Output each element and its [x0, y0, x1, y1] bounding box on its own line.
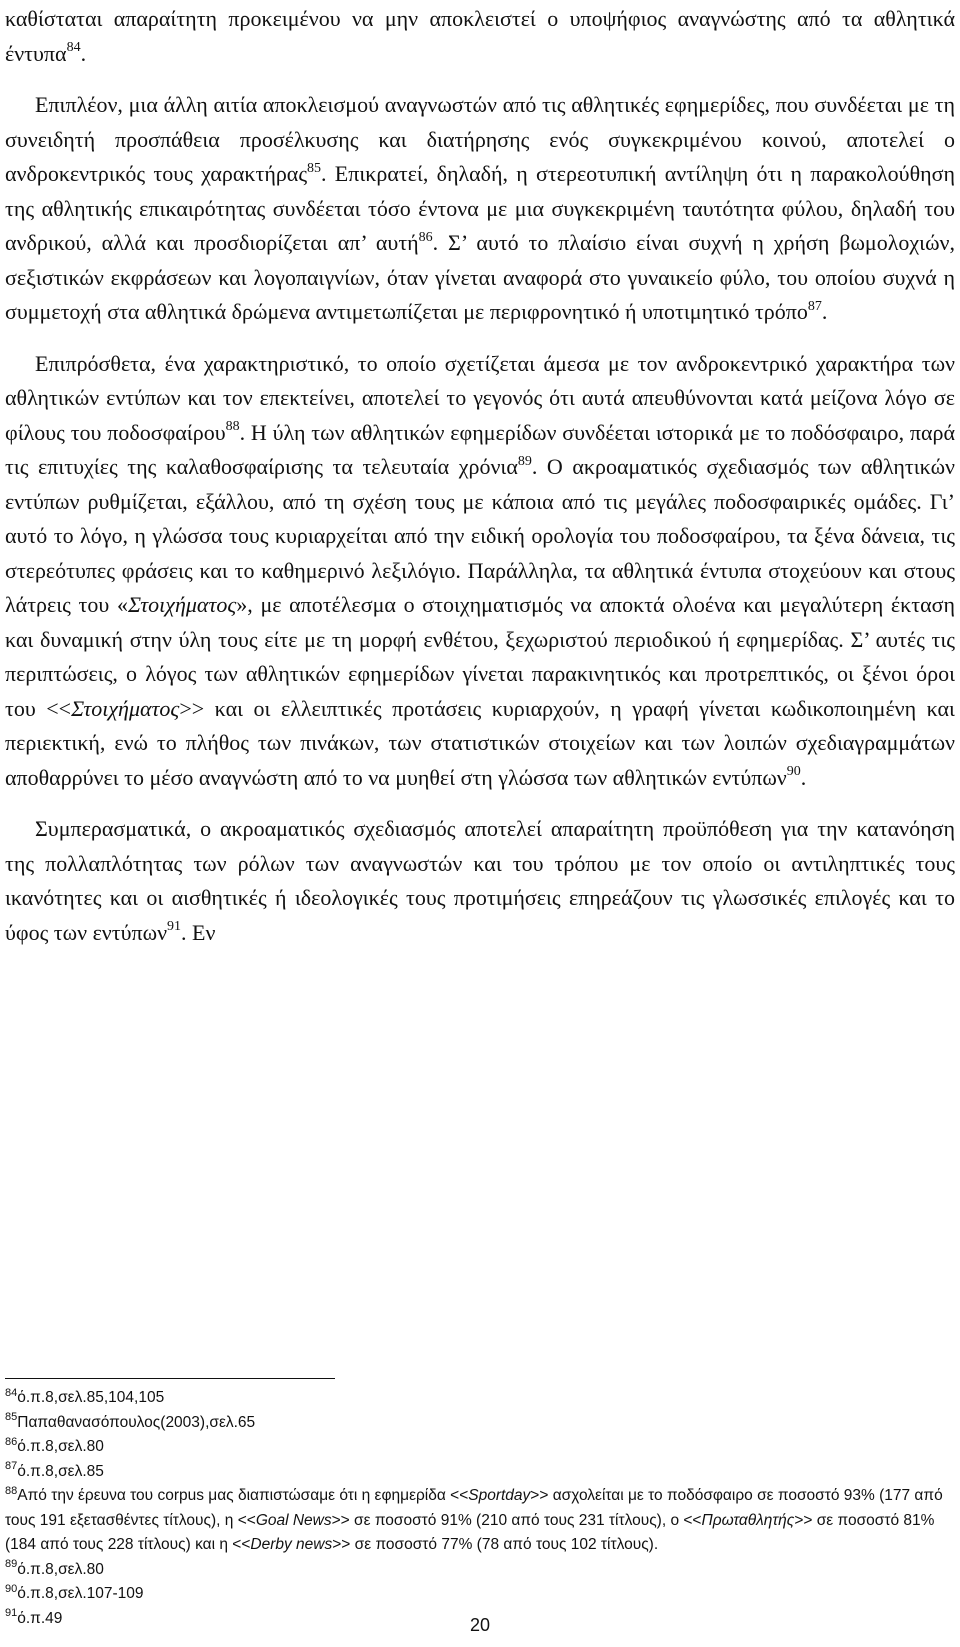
- footnote-number: 85: [5, 1411, 18, 1424]
- footnote-ref-90[interactable]: 90: [786, 764, 801, 780]
- footnote-90: [5, 1582, 957, 1607]
- footnote-89: [5, 1558, 957, 1583]
- footnote-87: [5, 1460, 957, 1485]
- footnote-ref-88[interactable]: 88: [225, 419, 240, 435]
- text-run: .: [800, 764, 807, 790]
- paragraph-3: [5, 347, 955, 796]
- footnote-number: 90: [5, 1582, 18, 1595]
- text-run: .: [80, 40, 87, 66]
- footnote-number: 86: [5, 1435, 18, 1448]
- body-text: [5, 2, 955, 950]
- footnote-text: ό.π.8,σελ.85: [17, 1462, 104, 1480]
- footnote-ref-85[interactable]: 85: [307, 160, 322, 176]
- footnote-number: 87: [5, 1460, 18, 1473]
- text-run: . Εν: [181, 919, 216, 945]
- footnote-ref-89[interactable]: 89: [517, 453, 532, 469]
- paragraph-2: [5, 88, 955, 330]
- text-run: », με αποτέλεσμα ο στοιχηματισμός να αποκτά ολοένα και μεγαλύτερη έκταση και δυναμική στην ύλη τους είτε με τη μορφή ενθέτου, ξεχωριστού περιοδικού ή εφημερίδας. Σ’ αυτές τις περιπτώσεις, ο λόγος των αθλητικών εφημερίδων γίνεται παρακινητικός και προτρεπτικός, οι ξένοι όροι του <<: [5, 592, 955, 721]
- text-run: . Σ’ αυτό το πλαίσιο είναι συχνή η χρήση βωμολοχιών, σεξιστικών εκφράσεων και λογοπαιγνίων, όταν γίνεται αναφορά στο γυναικείο φύλο, του οποίου συχνά η συμμετοχή στα αθλητικά δρώμενα αντιμετωπίζεται με περιφρονητικό ή υποτιμητικό τρόπο: [5, 230, 955, 324]
- text-run: καθίσταται απαραίτητη προκειμένου να μην αποκλειστεί ο υποψήφιος αναγνώστης από τα αθλητικά έντυπα: [5, 6, 955, 66]
- footnote-text: >> σε ποσοστό 91% (210 από τους 231 τίτλους), ο <<: [331, 1511, 702, 1529]
- footnote-85: [5, 1411, 957, 1436]
- newspaper-name: Derby news: [250, 1536, 333, 1553]
- newspaper-name: Goal News: [255, 1511, 332, 1529]
- footnote-text: ό.π.49: [17, 1609, 63, 1627]
- footnote-84: [5, 1386, 957, 1411]
- text-run: . Ο ακροαματικός σχεδιασμός των αθλητικών εντύπων ρυθμίζεται, εξάλλου, από τη σχέση τους με κάποια από τις μεγάλες ποδοσφαιρικές ομάδες. Γι’ αυτό το λόγο, η γλώσσα τους κυριαρχείται από την ειδική ορολογία του ποδοσφαίρου, τα ξένα δάνεια, τις στερεότυπες φράσεις και το καθημερινό λεξιλόγιο. Παράλληλα, τα αθλητικά έντυπα στοχεύουν και στους λάτρεις του «: [5, 454, 955, 617]
- text-run: Συμπερασματικά, ο ακροαματικός σχεδιασμός αποτελεί απαραίτητη προϋπόθεση για την κατανόηση της πολλαπλότητας των ρόλων των αναγνωστών και του τρόπου με τον οποίο οι αντιληπτικές τους ικανότητες και οι αισθητικές ή ιδεολογικές τους προτιμήσεις επηρεάζουν τις γλωσσικές επιλογές και το ύφος των εντύπων: [5, 816, 955, 945]
- text-run: Επιπρόσθετα, ένα χαρακτηριστικό, το οποίο σχετίζεται άμεσα με τον ανδροκεντρικό χαρακτήρα των αθλητικών εντύπων και τον επεκτείνει, αποτελεί το γεγονός ότι αυτά απευθύνονται κατά μείζονα λόγο σε φίλους του ποδοσφαίρου: [5, 350, 955, 445]
- footnote-number: 88: [5, 1484, 18, 1497]
- footnote-number: 91: [5, 1607, 18, 1620]
- footnote-text: ό.π.8,σελ.80: [17, 1438, 104, 1455]
- footnote-text: Παπαθανασόπουλος(2003),σελ.65: [17, 1413, 256, 1431]
- footnotes: [5, 1386, 957, 1631]
- text-run: . Η ύλη των αθλητικών εφημερίδων συνδέεται ιστορικά με το ποδόσφαιρο, παρά τις επιτυχίες της καλαθοσφαίρισης τα τελευταία χρόνια: [5, 419, 956, 479]
- footnote-separator: [5, 1378, 335, 1379]
- page-number: 20: [469, 1615, 491, 1635]
- newspaper-name: Sportday: [468, 1487, 531, 1504]
- footnote-ref-86[interactable]: 86: [418, 229, 433, 245]
- footnote-ref-84[interactable]: 84: [66, 40, 81, 56]
- footnote-text: >> σε ποσοστό 81% (184 από τους 228 τίτλους) και η <<: [5, 1511, 935, 1553]
- text-run: >> και οι ελλειπτικές προτάσεις κυριαρχούν, η γραφή γίνεται κωδικοποιημένη και περιεκτική, ενώ το πλήθος των πινάκων, των στατιστικών στοιχείων και των λοιπών σχεδιαγραμμάτων αποθαρρύνει το μέσο αναγνώστη από το να μυηθεί στη γλώσσα των αθλητικών εντύπων: [5, 695, 955, 790]
- footnote-ref-91[interactable]: 91: [167, 919, 182, 935]
- footnote-number: 89: [5, 1558, 18, 1571]
- text-run: Επιπλέον, μια άλλη αιτία αποκλεισμού αναγνωστών από τις αθλητικές εφημερίδες, που συνδέεται με τη συνειδητή προσπάθεια προσέλκυσης και διατήρησης ενός συγκεκριμένου κοινού, αποτελεί ο ανδροκεντρικός τους χαρακτήρας: [5, 92, 955, 186]
- newspaper-name: Πρωταθλητής: [701, 1511, 795, 1529]
- text-run: .: [821, 299, 828, 324]
- footnote-text: Από την έρευνα του corpus μας διαπιστώσαμε ότι η εφημερίδα <<: [17, 1487, 469, 1504]
- italic-term: Στοιχήματος: [71, 695, 180, 721]
- footnote-text: ό.π.8,σελ.107-109: [17, 1585, 144, 1602]
- text-run: . Επικρατεί, δηλαδή, η στερεοτυπική αντίληψη ότι η παρακολούθηση της αθλητικής επικαιρότητας συνδέεται τόσο έντονα με μια συγκεκριμένη ταυτότητα φύλου, δηλαδή του ανδρικού, αλλά και προσδιορίζεται απ’ αυτή: [5, 161, 955, 255]
- paragraph-4: [5, 812, 955, 950]
- italic-term: Στοιχήματος: [127, 592, 237, 617]
- footnote-text: ό.π.8,σελ.85,104,105: [17, 1389, 165, 1406]
- footnote-ref-87[interactable]: 87: [807, 298, 822, 314]
- footnote-text: ό.π.8,σελ.80: [17, 1560, 104, 1578]
- footnote-88: [5, 1484, 957, 1558]
- paragraph-1: [5, 2, 955, 71]
- footnote-text: >> σε ποσοστό 77% (78 από τους 102 τίτλους).: [332, 1536, 659, 1553]
- footnote-number: 84: [5, 1386, 18, 1399]
- footnote-text: >> ασχολείται με το ποδόσφαιρο σε ποσοστό 93% (177 από τους 191 εξετασθέντες τίτλους), η <<: [5, 1487, 943, 1529]
- footnote-86: [5, 1435, 957, 1460]
